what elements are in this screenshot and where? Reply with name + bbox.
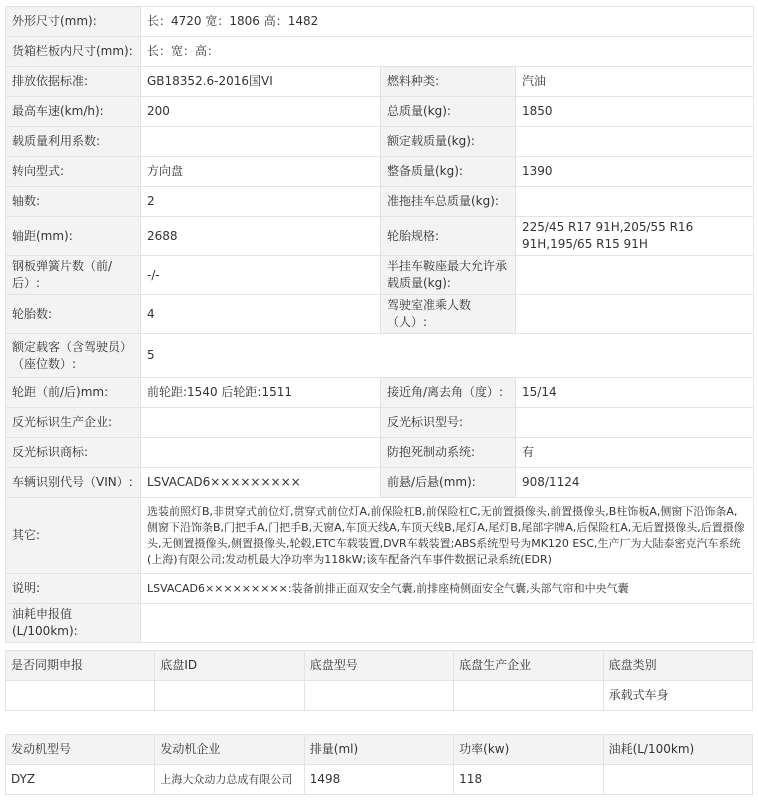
spec-row-speed	[6, 97, 754, 127]
chassis-cell	[304, 681, 453, 711]
tire-count-label: 轮胎数:	[6, 295, 141, 334]
trailer-mass-label: 准拖挂车总质量(kg):	[381, 187, 516, 217]
axles-label: 轴数:	[6, 187, 141, 217]
vin-value: LSVACAD6×××××××××	[141, 468, 381, 498]
reflector-model-value	[516, 408, 754, 438]
engine-header-row	[6, 735, 753, 765]
chassis-table	[5, 650, 753, 711]
max-speed-value: 200	[141, 97, 381, 127]
spec-row-other	[6, 498, 754, 574]
tire-spec-value: 225/45 R17 91H,205/55 R16 91H,195/65 R15 91H	[516, 217, 754, 256]
other-value: 选装前照灯B,非贯穿式前位灯,贯穿式前位灯A,前保险杠B,前保险杠C,无前置摄像头,前置摄像头,B柱饰板A,侧窗下沿饰条A,侧窗下沿饰条B,门把手A,门把手B,天窗A,车顶天线A,车顶天线B,尾灯A,尾灯B,尾部字牌A,后保险杠A,无后置摄像头,后置摄像头,无侧置摄像头,侧置摄像头,轮毂,ETC车载装置,DVR车载装置;ABS系统型号为MK120 ESC,生产厂为大陆泰密克汽车系统(上海)有限公司;发动机最大净功率为118kW;该车配备汽车事件数据记录系统(EDR)	[141, 498, 754, 574]
engine-cell: 上海大众动力总成有限公司	[155, 765, 304, 795]
semi-trailer-value	[516, 256, 754, 295]
chassis-header-cell: 底盘生产企业	[454, 651, 603, 681]
reflector-model-label: 反光标识型号:	[381, 408, 516, 438]
chassis-header-cell: 底盘ID	[155, 651, 304, 681]
leaf-spring-value: -/-	[141, 256, 381, 295]
reflector-brand-label: 反光标识商标:	[6, 438, 141, 468]
chassis-cell	[155, 681, 304, 711]
tire-count-value: 4	[141, 295, 381, 334]
chassis-header-cell: 底盘类别	[603, 651, 752, 681]
engine-header-cell: 油耗(L/100km)	[603, 735, 752, 765]
spec-row-cargo-box	[6, 37, 754, 67]
rated-load-label: 额定载质量(kg):	[381, 127, 516, 157]
semi-trailer-label: 半挂车鞍座最大允许承载质量(kg):	[381, 256, 516, 295]
cab-passengers-value	[516, 295, 754, 334]
vehicle-spec-table	[5, 6, 754, 643]
steering-value: 方向盘	[141, 157, 381, 187]
spec-row-wheelbase	[6, 217, 754, 256]
fuel-value: 汽油	[516, 67, 754, 97]
dimensions-value: 长：4720 宽：1806 高：1482	[141, 7, 754, 37]
spec-row-dimensions	[6, 7, 754, 37]
engine-header-cell: 排量(ml)	[304, 735, 453, 765]
overhang-value: 908/1124	[516, 468, 754, 498]
emission-value: GB18352.6-2016国VI	[141, 67, 381, 97]
chassis-cell: 承载式车身	[603, 681, 752, 711]
other-label: 其它:	[6, 498, 141, 574]
engine-table	[5, 734, 753, 795]
load-util-value	[141, 127, 381, 157]
spec-row-leaf-spring	[6, 256, 754, 295]
steering-label: 转向型式:	[6, 157, 141, 187]
curb-mass-label: 整备质量(kg):	[381, 157, 516, 187]
reflector-maker-value	[141, 408, 381, 438]
approach-value: 15/14	[516, 378, 754, 408]
engine-header-cell: 发动机型号	[6, 735, 155, 765]
engine-data-row	[6, 765, 753, 795]
spec-row-fuel-consumption	[6, 604, 754, 643]
abs-value: 有	[516, 438, 754, 468]
chassis-data-row	[6, 681, 753, 711]
max-speed-label: 最高车速(km/h):	[6, 97, 141, 127]
axles-value: 2	[141, 187, 381, 217]
spec-row-tires	[6, 295, 754, 334]
engine-cell: DYZ	[6, 765, 155, 795]
engine-header-cell: 发动机企业	[155, 735, 304, 765]
chassis-cell	[454, 681, 603, 711]
cab-passengers-label: 驾驶室准乘人数（人）:	[381, 295, 516, 334]
cargo-box-value: 长：宽：高：	[141, 37, 754, 67]
load-util-label: 载质量利用系数:	[6, 127, 141, 157]
chassis-header-cell: 是否同期申报	[6, 651, 155, 681]
total-mass-label: 总质量(kg):	[381, 97, 516, 127]
remark-label: 说明:	[6, 574, 141, 604]
approach-label: 接近角/离去角（度）:	[381, 378, 516, 408]
wheelbase-label: 轴距(mm):	[6, 217, 141, 256]
spec-row-emission	[6, 67, 754, 97]
chassis-header-row	[6, 651, 753, 681]
remark-value: LSVACAD6×××××××××:装备前排正面双安全气囊,前排座椅侧面安全气囊,头部气帘和中央气囊	[141, 574, 754, 604]
engine-cell	[603, 765, 752, 795]
total-mass-value: 1850	[516, 97, 754, 127]
spec-row-load	[6, 127, 754, 157]
seats-value: 5	[141, 334, 754, 378]
emission-label: 排放依据标准:	[6, 67, 141, 97]
fuel-label: 燃料种类:	[381, 67, 516, 97]
spec-row-steering	[6, 157, 754, 187]
chassis-cell	[6, 681, 155, 711]
abs-label: 防抱死制动系统:	[381, 438, 516, 468]
tire-spec-label: 轮胎规格:	[381, 217, 516, 256]
track-value: 前轮距:1540 后轮距:1511	[141, 378, 381, 408]
wheelbase-value: 2688	[141, 217, 381, 256]
engine-cell: 1498	[304, 765, 453, 795]
curb-mass-value: 1390	[516, 157, 754, 187]
track-label: 轮距（前/后)mm:	[6, 378, 141, 408]
dimensions-label: 外形尺寸(mm):	[6, 7, 141, 37]
vin-label: 车辆识别代号（VIN）:	[6, 468, 141, 498]
chassis-header-cell: 底盘型号	[304, 651, 453, 681]
spec-row-reflector	[6, 408, 754, 438]
leaf-spring-label: 钢板弹簧片数（前/后）:	[6, 256, 141, 295]
spec-row-reflector-brand	[6, 438, 754, 468]
fuel-consumption-value	[141, 604, 754, 643]
engine-header-cell: 功率(kw)	[454, 735, 603, 765]
spec-row-track	[6, 378, 754, 408]
spec-row-vin	[6, 468, 754, 498]
rated-load-value	[516, 127, 754, 157]
spec-row-remark	[6, 574, 754, 604]
spec-row-seats	[6, 334, 754, 378]
cargo-box-label: 货箱栏板内尺寸(mm):	[6, 37, 141, 67]
fuel-consumption-label: 油耗申报值(L/100km):	[6, 604, 141, 643]
overhang-label: 前悬/后悬(mm):	[381, 468, 516, 498]
spec-row-axles	[6, 187, 754, 217]
reflector-maker-label: 反光标识生产企业:	[6, 408, 141, 438]
reflector-brand-value	[141, 438, 381, 468]
trailer-mass-value	[516, 187, 754, 217]
seats-label: 额定载客（含驾驶员）（座位数）:	[6, 334, 141, 378]
engine-cell: 118	[454, 765, 603, 795]
